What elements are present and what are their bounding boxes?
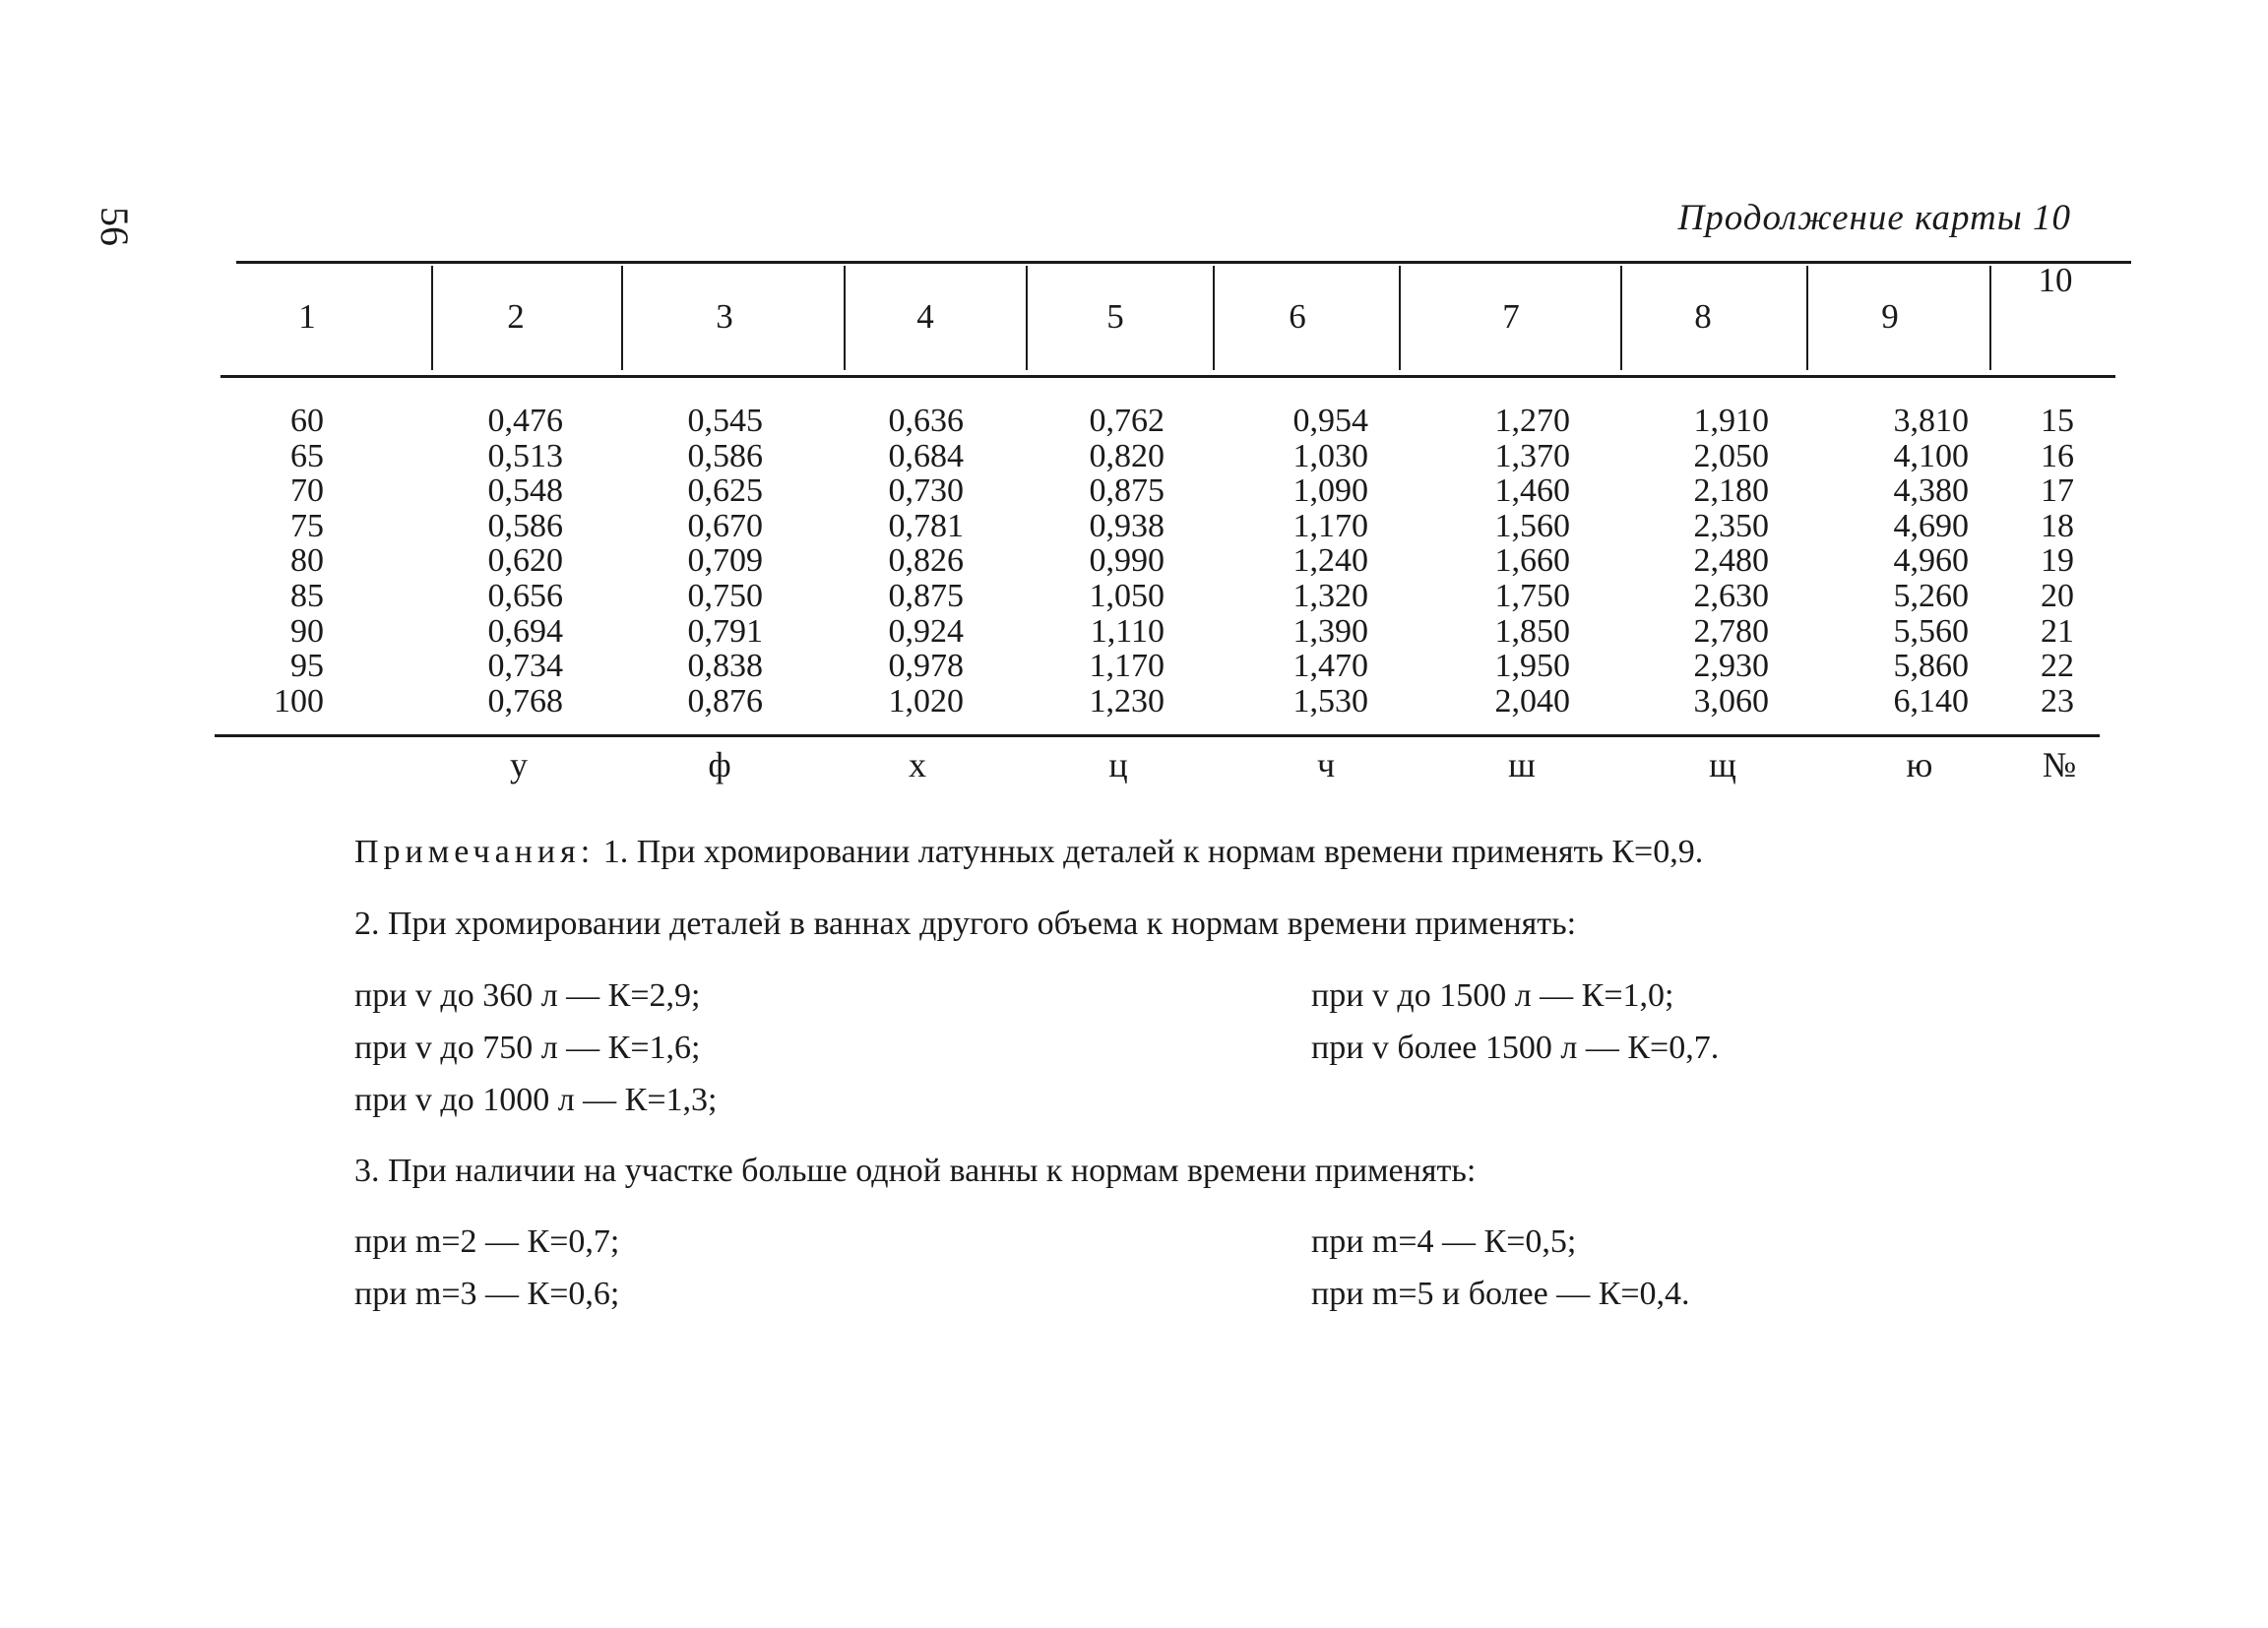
column-divider xyxy=(844,266,846,370)
table-cell: 0,924 xyxy=(888,612,964,650)
column-divider xyxy=(1399,266,1401,370)
table-bottom-rule xyxy=(215,734,2100,737)
table-cell: 1,170 xyxy=(1089,648,1165,685)
table-cell: 2,930 xyxy=(1693,648,1769,685)
table-cell: 0,826 xyxy=(888,542,964,580)
table-cell: 0,620 xyxy=(487,542,563,580)
table-cell: 19 xyxy=(2041,542,2074,580)
table-cell: 0,513 xyxy=(487,437,563,474)
note-1: 1. При хромировании латунных деталей к нормам времени применять К=0,9. xyxy=(602,834,1704,870)
table-header-cell: 2 xyxy=(507,297,525,336)
column-code-letter: № xyxy=(2042,745,2077,784)
table-cell: 0,586 xyxy=(487,507,563,544)
table-cell: 0,476 xyxy=(487,403,563,439)
column-divider xyxy=(1806,266,1808,370)
table-column-10 xyxy=(2041,404,2074,719)
table-cell: 0,670 xyxy=(687,507,763,544)
table-cell: 1,470 xyxy=(1292,648,1368,685)
column-code-letter: ф xyxy=(708,745,731,784)
table-header-cell: 5 xyxy=(1106,297,1124,336)
table-cell: 0,875 xyxy=(1089,472,1165,510)
table-cell: 2,050 xyxy=(1693,437,1769,474)
note-3-item: при m=3 — К=0,6; xyxy=(354,1276,620,1312)
table-cell: 0,548 xyxy=(487,472,563,510)
table-cell: 60 xyxy=(290,403,324,439)
table-cell: 0,636 xyxy=(888,403,964,439)
table-cell: 5,560 xyxy=(1893,612,1969,650)
table-cell: 17 xyxy=(2041,472,2074,510)
table-column-1 xyxy=(274,404,324,719)
note-3-item: при m=5 и более — К=0,4. xyxy=(1311,1276,1690,1312)
table-cell: 1,460 xyxy=(1494,472,1570,510)
table-cell: 3,060 xyxy=(1693,682,1769,720)
table-cell: 65 xyxy=(290,437,324,474)
running-head: Продолжение карты 10 xyxy=(1677,198,2071,238)
table-header-cell: 6 xyxy=(1289,297,1306,336)
table-cell: 2,040 xyxy=(1494,682,1570,720)
table-cell: 85 xyxy=(290,577,324,614)
table-cell: 1,560 xyxy=(1494,507,1570,544)
table-cell: 2,350 xyxy=(1693,507,1769,544)
table-cell: 23 xyxy=(2041,682,2074,720)
table-cell: 0,656 xyxy=(487,577,563,614)
table-cell: 3,810 xyxy=(1893,403,1969,439)
table-cell: 0,694 xyxy=(487,612,563,650)
table-cell: 0,938 xyxy=(1089,507,1165,544)
table-cell: 22 xyxy=(2041,648,2074,685)
table-column-2 xyxy=(488,404,564,719)
table-column-6 xyxy=(1293,404,1369,719)
note-2-item: при v до 1000 л — К=1,3; xyxy=(354,1082,718,1118)
table-cell: 0,768 xyxy=(487,682,563,720)
table-column-3 xyxy=(688,404,764,719)
table-cell: 1,660 xyxy=(1494,542,1570,580)
table-column-4 xyxy=(889,404,965,719)
table-cell: 0,791 xyxy=(687,612,763,650)
note-3: 3. При наличии на участке больше одной ванны к нормам времени применять: xyxy=(354,1153,1477,1189)
table-cell: 0,625 xyxy=(687,472,763,510)
table-cell: 95 xyxy=(290,648,324,685)
table-column-9 xyxy=(1894,404,1970,719)
table-column-8 xyxy=(1694,404,1770,719)
table-cell: 1,390 xyxy=(1292,612,1368,650)
table-cell: 1,370 xyxy=(1494,437,1570,474)
table-cell: 0,876 xyxy=(687,682,763,720)
table-top-rule xyxy=(236,261,2131,264)
table-cell: 4,380 xyxy=(1893,472,1969,510)
table-column-5 xyxy=(1090,404,1166,719)
table-header-cell: 7 xyxy=(1502,297,1520,336)
table-column-7 xyxy=(1495,404,1571,719)
note-2-item: при v до 1500 л — К=1,0; xyxy=(1311,977,1674,1014)
table-header-cell: 4 xyxy=(916,297,934,336)
column-code-letter: ч xyxy=(1316,745,1336,784)
table-cell: 1,170 xyxy=(1292,507,1368,544)
table-cell: 0,875 xyxy=(888,577,964,614)
column-divider xyxy=(1026,266,1028,370)
table-cell: 70 xyxy=(290,472,324,510)
table-cell: 6,140 xyxy=(1893,682,1969,720)
table-cell: 1,530 xyxy=(1292,682,1368,720)
note-1-line xyxy=(354,834,1703,871)
table-cell: 18 xyxy=(2041,507,2074,544)
table-cell: 16 xyxy=(2041,437,2074,474)
table-cell: 4,690 xyxy=(1893,507,1969,544)
table-cell: 0,730 xyxy=(888,472,964,510)
column-code-letter: ю xyxy=(1906,745,1933,784)
table-cell: 0,750 xyxy=(687,577,763,614)
table-cell: 15 xyxy=(2041,403,2074,439)
table-cell: 5,860 xyxy=(1893,648,1969,685)
table-header-cell: 9 xyxy=(1881,297,1899,336)
table-cell: 1,950 xyxy=(1494,648,1570,685)
table-cell: 0,709 xyxy=(687,542,763,580)
table-cell: 1,750 xyxy=(1494,577,1570,614)
page-number: 56 xyxy=(93,207,137,246)
table-cell: 1,240 xyxy=(1292,542,1368,580)
column-code-letter: у xyxy=(510,745,528,784)
table-cell: 0,586 xyxy=(687,437,763,474)
table-cell: 0,820 xyxy=(1089,437,1165,474)
notes-title: Примечания: xyxy=(354,834,596,870)
table-cell: 1,270 xyxy=(1494,403,1570,439)
column-divider xyxy=(431,266,433,370)
column-code-letter: ш xyxy=(1508,745,1536,784)
table-cell: 1,850 xyxy=(1494,612,1570,650)
column-code-letter: ц xyxy=(1108,745,1128,784)
column-divider xyxy=(1989,266,1991,370)
table-cell: 75 xyxy=(290,507,324,544)
column-code-letter: х xyxy=(909,745,926,784)
table-cell: 0,954 xyxy=(1292,403,1368,439)
table-header-cell: 8 xyxy=(1694,297,1712,336)
column-divider xyxy=(1213,266,1215,370)
table-cell: 1,110 xyxy=(1090,612,1165,650)
table-header-cell: 10 xyxy=(2038,261,2073,299)
column-divider xyxy=(1620,266,1622,370)
table-cell: 1,910 xyxy=(1693,403,1769,439)
table-header-cell: 3 xyxy=(716,297,733,336)
table-cell: 20 xyxy=(2041,577,2074,614)
table-cell: 1,030 xyxy=(1292,437,1368,474)
table-cell: 0,978 xyxy=(888,648,964,685)
table-cell: 100 xyxy=(274,682,324,720)
table-cell: 1,050 xyxy=(1089,577,1165,614)
note-3-item: при m=4 — К=0,5; xyxy=(1311,1223,1577,1260)
table-cell: 1,090 xyxy=(1292,472,1368,510)
note-2-item: при v до 750 л — К=1,6; xyxy=(354,1030,701,1066)
table-header-cell: 1 xyxy=(298,297,316,336)
table-cell: 1,320 xyxy=(1292,577,1368,614)
table-cell: 0,990 xyxy=(1089,542,1165,580)
table-cell: 90 xyxy=(290,612,324,650)
table-cell: 2,630 xyxy=(1693,577,1769,614)
table-cell: 2,180 xyxy=(1693,472,1769,510)
table-cell: 0,545 xyxy=(687,403,763,439)
table-cell: 0,781 xyxy=(888,507,964,544)
table-cell: 1,020 xyxy=(888,682,964,720)
table-cell: 21 xyxy=(2041,612,2074,650)
table-cell: 4,100 xyxy=(1893,437,1969,474)
table-cell: 0,684 xyxy=(888,437,964,474)
column-code-letter: щ xyxy=(1709,745,1736,784)
table-cell: 80 xyxy=(290,542,324,580)
table-cell: 0,734 xyxy=(487,648,563,685)
table-cell: 5,260 xyxy=(1893,577,1969,614)
table-cell: 2,780 xyxy=(1693,612,1769,650)
table-cell: 2,480 xyxy=(1693,542,1769,580)
column-divider xyxy=(621,266,623,370)
table-cell: 0,762 xyxy=(1089,403,1165,439)
table-cell: 0,838 xyxy=(687,648,763,685)
note-2: 2. При хромировании деталей в ваннах другого объема к нормам времени применять: xyxy=(354,906,1577,942)
table-cell: 1,230 xyxy=(1089,682,1165,720)
table-cell: 4,960 xyxy=(1893,542,1969,580)
table-header-rule xyxy=(220,375,2115,378)
note-2-item: при v более 1500 л — К=0,7. xyxy=(1311,1030,1720,1066)
note-3-item: при m=2 — К=0,7; xyxy=(354,1223,620,1260)
note-2-item: при v до 360 л — К=2,9; xyxy=(354,977,701,1014)
